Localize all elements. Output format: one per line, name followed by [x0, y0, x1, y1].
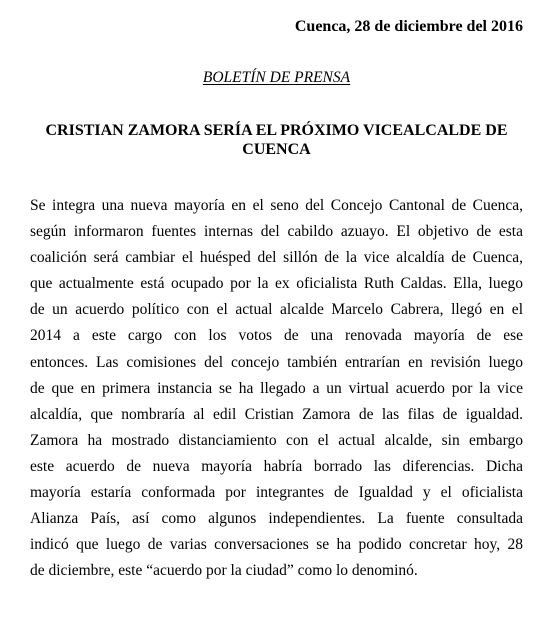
- body-line: alcaldía, que nombraría al edil Cristian Zamora de las filas de igualdad.: [30, 405, 523, 423]
- body-line: coalición será cambiar el huésped del sillón de la vice alcaldía de Cuenca,: [30, 249, 523, 267]
- headline-line: CRISTIAN ZAMORA SERÍA EL PRÓXIMO VICEALCALDE DE: [45, 122, 508, 139]
- date-line: Cuenca, 28 de diciembre del 2016: [294, 18, 523, 35]
- body-line: este acuerdo de nueva mayoría habría borrado las diferencias. Dicha: [30, 457, 523, 475]
- body-paragraph: [30, 193, 523, 584]
- body-line: entonces. Las comisiones del concejo también entrarían en revisión luego: [30, 353, 523, 371]
- body-line: Alianza País, así como algunos independientes. La fuente consultada: [30, 510, 523, 528]
- headline-line: CUENCA: [242, 141, 311, 158]
- body-line: Zamora ha mostrado distanciamiento con el actual alcalde, sin embargo: [30, 431, 523, 449]
- body-line: mayoría estaría conformada por integrantes de Igualdad y el oficialista: [30, 484, 523, 502]
- body-line: 2014 a este cargo con los votos de una renovada mayoría de ese: [30, 327, 523, 345]
- body-line: indicó que luego de varias conversaciones se ha podido concretar hoy, 28: [30, 536, 523, 554]
- body-line: Se integra una nueva mayoría en el seno del Concejo Cantonal de Cuenca,: [30, 197, 523, 214]
- body-line: de diciembre, este “acuerdo por la ciudad” como lo denominó.: [30, 562, 418, 580]
- body-line: de un acuerdo político con el actual alcalde Marcelo Cabrera, llegó en el: [30, 301, 523, 319]
- headline: [30, 121, 523, 159]
- body-line: según informaron fuentes internas del cabildo azuayo. El objetivo de esta: [30, 223, 523, 241]
- body-line: que actualmente está ocupado por la ex oficialista Ruth Caldas. Ella, luego: [30, 275, 523, 293]
- section-label: BOLETÍN DE PRENSA: [202, 69, 351, 86]
- body-line: de que en primera instancia se ha llegado a un virtual acuerdo por la vice: [30, 379, 523, 397]
